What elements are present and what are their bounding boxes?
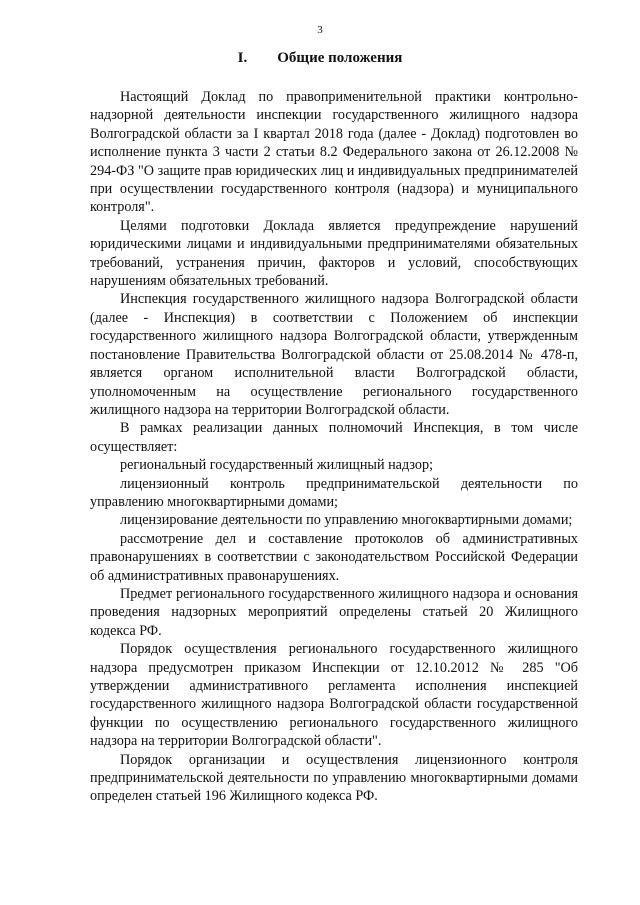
section-heading (0, 50, 640, 67)
paragraph-procedure-license: Порядок организации и осуществления лицензионного контроля предпринимательской деятельности по управлению многоквартирными домами определен статьей 196 Жилищного кодекса РФ. (90, 751, 578, 805)
document-body (90, 88, 578, 806)
page-number: 3 (317, 24, 323, 36)
paragraph-subject: Предмет регионального государственного жилищного надзора и основания проведения надзорных мероприятий определены статьей 20 Жилищного кодекса РФ. (90, 585, 578, 639)
section-title: Общие положения (277, 50, 403, 66)
paragraph-procedure-supervision: Порядок осуществления регионального государственного жилищного надзора предусмотрен приказом Инспекции от 12.10.2012 № 285 "Об утверждении административного регламента исполнения инспекцией государственного жилищного надзора Волгоградской области государственной функции по осуществлению регионального государственного жилищного надзора на территории Волгоградской области". (90, 641, 578, 750)
paragraph-intro: Настоящий Доклад по правоприменительной практики контрольно-надзорной деятельности инспекции государственного жилищного надзора Волгоградской области за I квартал 2018 года (далее - Доклад) подготовлен во исполнение пункта 3 части 2 статьи 8.2 Федерального закона от 26.12.2008 № 294-ФЗ "О защите прав юридических лиц и индивидуальных предпринимателей при осуществлении государственного контроля (надзора) и муниципального контроля". (90, 89, 578, 216)
paragraph-inspection: Инспекция государственного жилищного надзора Волгоградской области (далее - Инспекция) в соответствии с Положением об инспекции государственного жилищного надзора Волгоградской области, утвержденным постановление Правительства Волгоградской области от 25.08.2014 № 478-п, является органом исполнительной власти Волгоградской области, уполномоченным на осуществление регионального государственного жилищного надзора на территории Волгоградской области. (90, 291, 578, 418)
list-item-license-control: лицензионный контроль предпринимательской деятельности по управлению многоквартирными домами; (90, 475, 578, 510)
list-item-licensing: лицензирование деятельности по управлению многоквартирными домами; (120, 512, 573, 529)
paragraph-goals: Целями подготовки Доклада является предупреждение нарушений юридическими лицами и индивидуальными предпринимателями обязательных требований, устранения причин, факторов и условий, способствующих нарушениям обязательных требований. (90, 217, 578, 290)
list-item-regional-supervision: региональный государственный жилищный надзор; (120, 457, 434, 474)
section-number: I. (237, 50, 248, 66)
paragraph-powers-intro: В рамках реализации данных полномочий Инспекция, в том числе осуществляет: (90, 420, 578, 455)
list-item-administrative-cases: рассмотрение дел и составление протоколов об административных правонарушениях в соответствии с законодательством Российской Федерации об административных правонарушениях. (90, 530, 578, 584)
